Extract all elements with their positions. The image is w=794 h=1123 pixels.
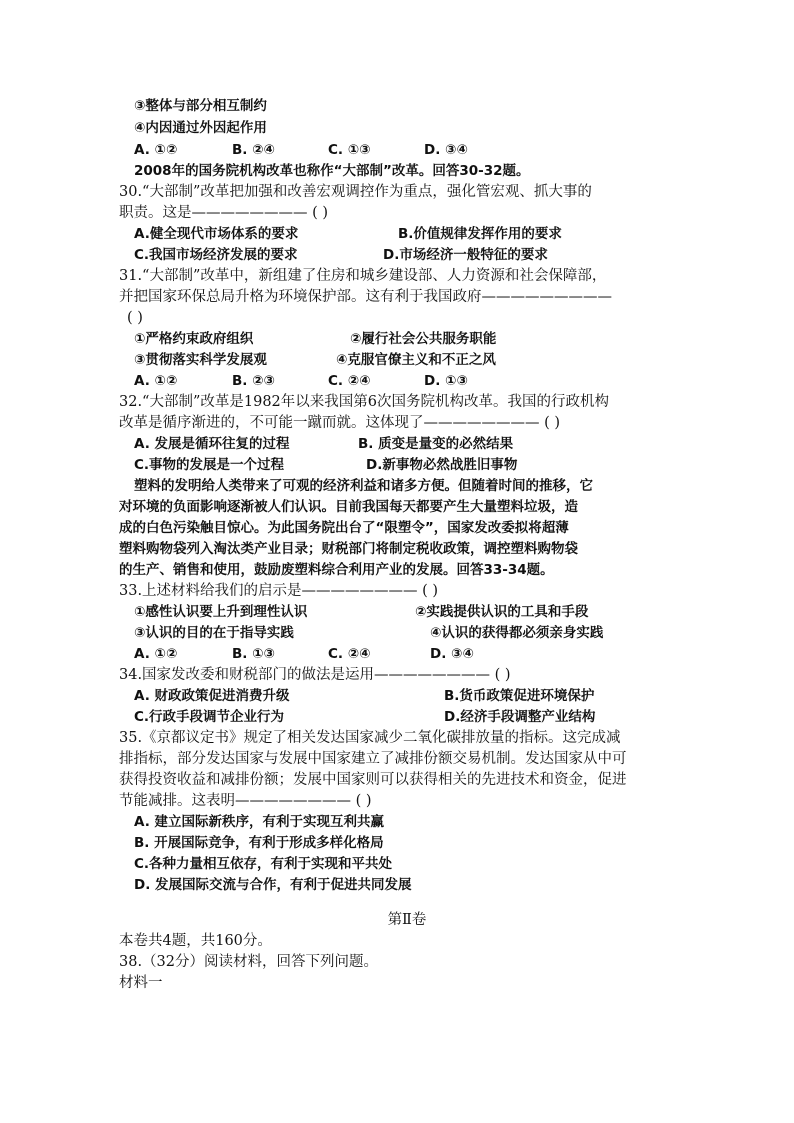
q32-option-a: A. 发展是循环往复的过程 [134, 436, 290, 452]
q35-stem-line2: 排指标，部分发达国家与发展中国家建立了减排份额交易机制。发达国家从中可 [119, 751, 627, 767]
material-line4: 塑料购物袋列入淘汰类产业目录；财税部门将制定税收政策，调控塑料购物袋 [119, 541, 578, 557]
q35-option-a: A. 建立国际新秩序，有利于实现互利共赢 [134, 814, 385, 830]
part2-description: 本卷共4题，共160分。 [119, 933, 272, 949]
q31-item-3: ③贯彻落实科学发展观 [134, 352, 267, 368]
material-one-label: 材料一 [119, 975, 163, 991]
option-b: B. ①③ [232, 646, 275, 662]
material-line1: 塑料的发明给人类带来了可观的经济利益和诸多方便。但随着时间的推移，它 [134, 478, 593, 494]
q33-item-3: ③认识的目的在于指导实践 [134, 625, 294, 641]
option-a: A. ①② [134, 646, 178, 662]
option-a: A. ①② [134, 373, 178, 389]
q31-stem-line2: 并把国家环保总局升格为环境保护部。这有利于我国政府————————— [119, 289, 612, 305]
q35-option-b: B. 开展国际竞争，有利于形成多样化格局 [134, 835, 384, 851]
q34-option-b: B.货币政策促进环境保护 [444, 688, 595, 704]
q34-stem: 34.国家发改委和财税部门的做法是运用———————— ( ) [119, 667, 511, 683]
q30-stem-line2: 职责。这是———————— ( ) [119, 205, 329, 221]
option-c: C. ②④ [328, 646, 371, 662]
q33-item-2: ②实践提供认识的工具和手段 [415, 604, 589, 620]
q33-stem: 33.上述材料给我们的启示是———————— ( ) [119, 583, 439, 599]
q32-option-d: D.新事物必然战胜旧事物 [366, 457, 518, 473]
option-c: C. ①③ [328, 142, 371, 158]
option-d: D. ①③ [424, 373, 468, 389]
q30-option-b: B.价值规律发挥作用的要求 [398, 226, 562, 242]
q35-option-d: D. 发展国际交流与合作，有利于促进共同发展 [134, 877, 412, 893]
q34-option-d: D.经济手段调整产业结构 [444, 709, 596, 725]
option-b: B. ②③ [232, 373, 275, 389]
q34-option-a: A. 财政政策促进消费升级 [134, 688, 290, 704]
q32-stem-line1: 32.“大部制”改革是1982年以来我国第6次国务院机构改革。我国的行政机构 [119, 394, 610, 410]
q30-option-a: A.健全现代市场体系的要求 [134, 226, 299, 242]
q32-option-c: C.事物的发展是一个过程 [134, 457, 285, 473]
q38-stem: 38.（32分）阅读材料，回答下列问题。 [119, 954, 379, 970]
q31-item-2: ②履行社会公共服务职能 [350, 331, 497, 347]
q31-stem-line1: 31.“大部制”改革中，新组建了住房和城乡建设部、人力资源和社会保障部， [119, 268, 607, 284]
q35-stem-line4: 节能减排。这表明———————— ( ) [119, 793, 372, 809]
q30-stem-line1: 30.“大部制”改革把加强和改善宏观调控作为重点，强化管宏观、抓大事的 [119, 184, 592, 200]
q32-stem-line2: 改革是循序渐进的，不可能一蹴而就。这体现了———————— ( ) [119, 415, 561, 431]
material-line3: 成的白色污染触目惊心。为此国务院出台了“限塑令”，国家发改委拟将超薄 [119, 520, 569, 536]
option-item-4: ④内因通过外因起作用 [134, 120, 267, 136]
section-intro: 2008年的国务院机构改革也称作“大部制”改革。回答30-32题。 [134, 163, 530, 179]
q35-option-c: C.各种力量相互依存，有利于实现和平共处 [134, 856, 393, 872]
option-d: D. ③④ [424, 142, 468, 158]
option-a: A. ①② [134, 142, 178, 158]
q33-item-1: ①感性认识要上升到理性认识 [134, 604, 308, 620]
q31-item-1: ①严格约束政府组织 [134, 331, 254, 347]
q31-item-4: ④克服官僚主义和不正之风 [336, 352, 496, 368]
q33-item-4: ④认识的获得都必须亲身实践 [430, 625, 604, 641]
material-line2: 对环境的负面影响逐渐被人们认识。目前我国每天都要产生大量塑料垃圾，造 [119, 499, 578, 515]
q30-option-c: C.我国市场经济发展的要求 [134, 247, 298, 263]
q34-option-c: C.行政手段调节企业行为 [134, 709, 285, 725]
q30-option-d: D.市场经济一般特征的要求 [383, 247, 548, 263]
option-b: B. ②④ [232, 142, 275, 158]
option-item-3: ③整体与部分相互制约 [134, 98, 267, 114]
q31-stem-line3: ( ) [127, 310, 143, 326]
option-d: D. ③④ [430, 646, 474, 662]
q32-option-b: B. 质变是量变的必然结果 [358, 436, 514, 452]
part2-title: 第Ⅱ卷 [387, 912, 427, 928]
option-c: C. ②④ [328, 373, 371, 389]
material-line5: 的生产、销售和使用，鼓励废塑料综合利用产业的发展。回答33-34题。 [119, 562, 554, 578]
q35-stem-line3: 获得投资收益和减排份额；发展中国家则可以获得相关的先进技术和资金，促进 [119, 772, 627, 788]
q35-stem-line1: 35.《京都议定书》规定了相关发达国家减少二氧化碳排放量的指标。这完成减 [119, 730, 621, 746]
